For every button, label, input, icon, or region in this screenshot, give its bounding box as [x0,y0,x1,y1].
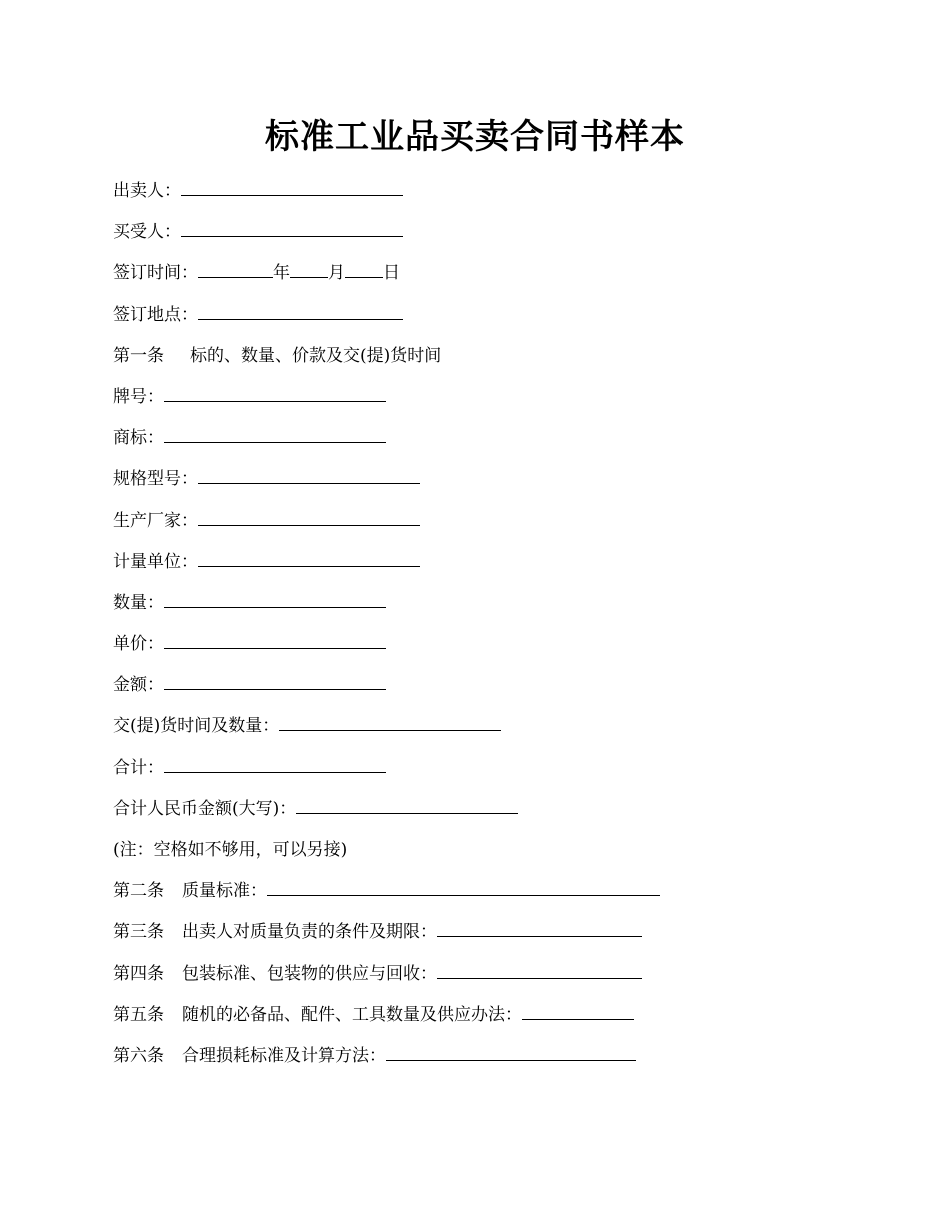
article-1-text: 标的、数量、价款及交(提)货时间 [190,345,442,366]
article-1-heading [113,340,713,381]
unit-label: 计量单位： [113,551,198,572]
article-2-line [113,875,713,916]
article-6-text: 合理损耗标准及计算方法： [182,1045,386,1066]
article-2-number: 第二条 [113,881,164,902]
article-3-text: 出卖人对质量负责的条件及期限： [182,922,437,943]
brand-blank[interactable] [164,381,386,402]
day-blank[interactable] [345,257,383,278]
total-rmb-line [113,793,713,834]
article-5-line [113,999,713,1040]
month-label: 月 [328,263,345,284]
total-blank[interactable] [164,752,386,773]
total-rmb-label: 合计人民币金额(大写)： [113,798,297,819]
sign-time-label: 签订时间： [113,263,198,284]
quantity-blank[interactable] [164,587,386,608]
article-4-line [113,958,713,999]
amount-blank[interactable] [164,669,386,690]
trademark-label: 商标： [113,428,164,449]
spec-model-line [113,463,713,504]
sign-place-blank[interactable] [198,299,403,320]
note-line [113,834,713,875]
unit-blank[interactable] [198,546,420,567]
article-6-line [113,1040,713,1081]
manufacturer-label: 生产厂家： [113,510,198,531]
year-label: 年 [273,263,290,284]
delivery-blank[interactable] [279,710,501,731]
unit-line [113,546,713,587]
amount-line [113,669,713,710]
total-label: 合计： [113,757,164,778]
trademark-blank[interactable] [164,422,386,443]
article-6-number: 第六条 [113,1045,164,1066]
seller-blank[interactable] [181,175,403,196]
seller-label: 出卖人： [113,181,181,201]
quantity-label: 数量： [113,592,164,613]
unit-price-line [113,628,713,669]
article-1-number: 第一条 [113,345,164,366]
buyer-label: 买受人： [113,222,181,243]
year-blank[interactable] [198,257,273,278]
brand-label: 牌号： [113,386,164,407]
article-5-number: 第五条 [113,1004,164,1025]
article-5-text: 随机的必备品、配件、工具数量及供应办法： [182,1004,522,1025]
amount-label: 金额： [113,675,164,696]
article-3-blank[interactable] [437,916,642,937]
seller-line [113,175,713,216]
sign-place-label: 签订地点： [113,304,198,325]
note-text: (注：空格如不够用，可以另接) [113,840,348,860]
spec-model-label: 规格型号： [113,469,198,490]
article-2-text: 质量标准： [182,881,267,902]
delivery-line [113,710,713,751]
article-3-number: 第三条 [113,922,164,943]
manufacturer-blank[interactable] [198,505,420,526]
article-4-number: 第四条 [113,963,164,984]
trademark-line [113,422,713,463]
contract-body [113,175,713,1081]
article-4-text: 包装标准、包装物的供应与回收： [182,963,437,984]
unit-price-label: 单价： [113,634,164,655]
spec-model-blank[interactable] [198,463,420,484]
day-label: 日 [383,263,400,284]
buyer-blank[interactable] [181,216,403,237]
manufacturer-line [113,505,713,546]
article-2-blank[interactable] [267,875,660,896]
document-title: 标准工业品买卖合同书样本 [265,117,685,157]
sign-time-line [113,257,713,298]
article-5-blank[interactable] [522,999,634,1020]
quantity-line [113,587,713,628]
sign-place-line [113,299,713,340]
article-6-blank[interactable] [386,1040,636,1061]
unit-price-blank[interactable] [164,628,386,649]
brand-line [113,381,713,422]
month-blank[interactable] [290,257,328,278]
total-rmb-blank[interactable] [296,793,518,814]
delivery-label: 交(提)货时间及数量： [113,716,280,737]
total-line [113,752,713,793]
article-3-line [113,916,713,957]
article-4-blank[interactable] [437,958,642,979]
buyer-line [113,216,713,257]
